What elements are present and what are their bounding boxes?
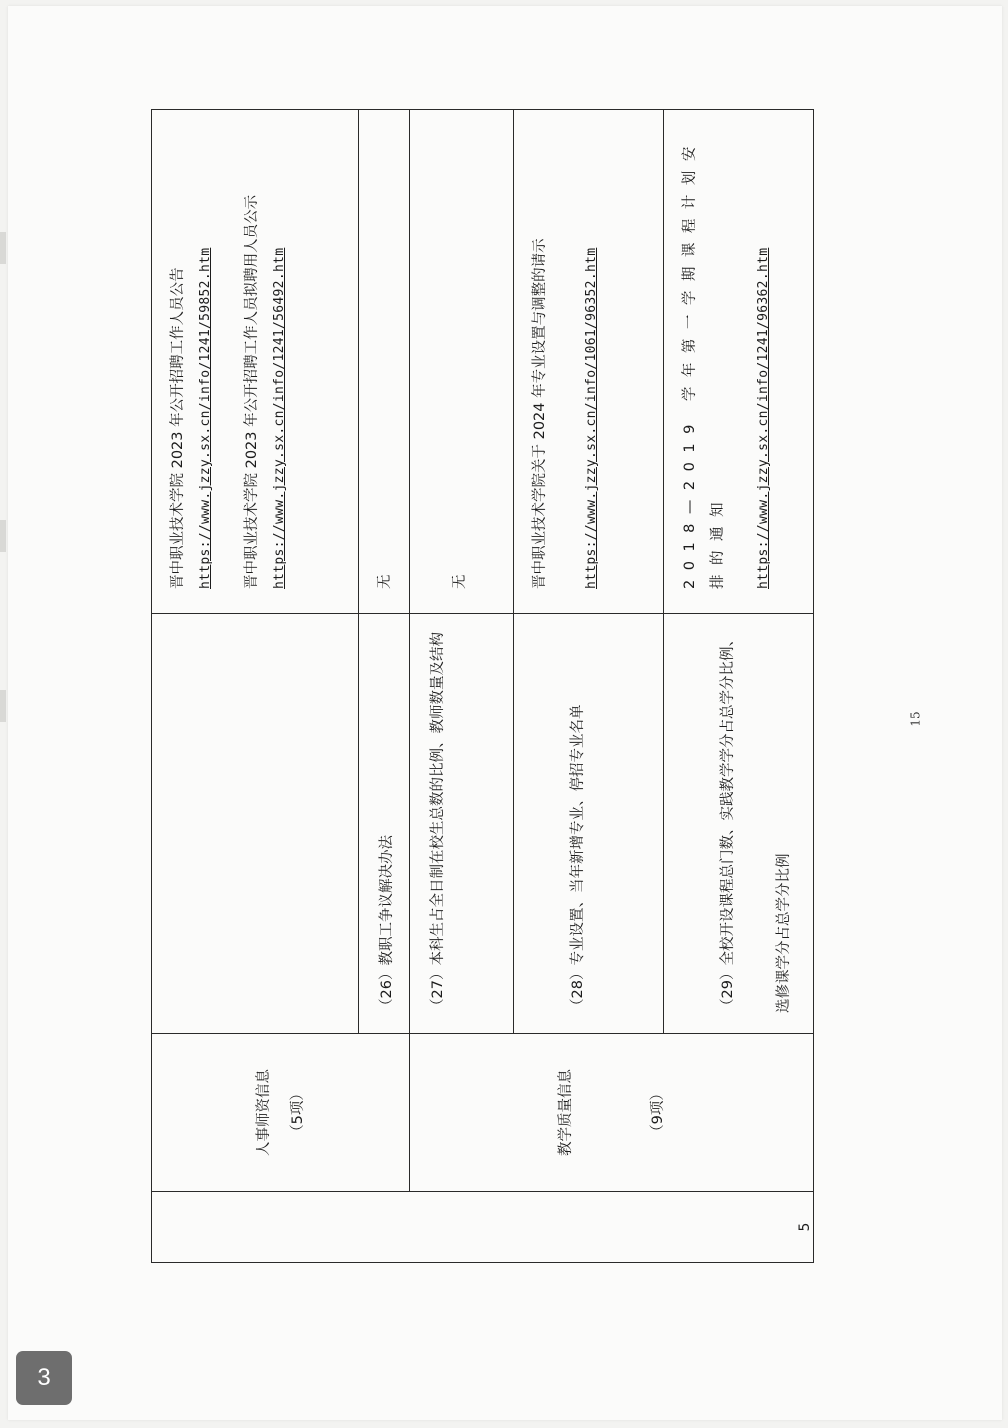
detail-cell (410, 110, 514, 614)
row-number: 5 (797, 1222, 813, 1232)
category-title: 人事师资信息 (255, 1069, 272, 1156)
item-cell (664, 614, 814, 1034)
scan-margin-mark (0, 232, 6, 264)
item-cell (359, 614, 410, 1034)
detail-entry (164, 124, 220, 589)
detail-title: 晋中职业技术学院 2023 年公开招聘工作人员拟聘用人员公示 (244, 194, 260, 589)
rotated-table-sheet (151, 137, 813, 1265)
detail-cell (664, 110, 814, 614)
detail-text: 无 (377, 574, 393, 589)
detail-link[interactable]: https://www.jzzy.sx.cn/info/1241/56492.htm (272, 247, 287, 589)
table-row (152, 110, 359, 1263)
page-index-badge[interactable]: 3 (16, 1351, 72, 1405)
disclosure-table (151, 109, 814, 1263)
detail-entry (238, 124, 294, 589)
item-cell (514, 614, 664, 1034)
item-cell (152, 614, 359, 1034)
category-cell (410, 1034, 814, 1192)
detail-link[interactable]: https://www.jzzy.sx.cn/info/1241/96362.htm (756, 247, 771, 589)
detail-cell (152, 110, 359, 614)
page-number: 15 (908, 711, 923, 727)
detail-cell (359, 110, 410, 614)
item-text: （26）教职工争议解决办法 (379, 835, 395, 1013)
detail-text: 无 (452, 574, 468, 589)
item-text: （28）专业设置、当年新增专业、停招专业名单 (570, 704, 586, 1013)
detail-title: 晋中职业技术学院 2023 年公开招聘工作人员公告 (170, 267, 186, 589)
row-number-cell (152, 1192, 814, 1263)
detail-link[interactable]: https://www.jzzy.sx.cn/info/1241/59852.htm (198, 247, 213, 589)
category-title: 教学质量信息 (557, 1069, 574, 1156)
scan-margin-mark (0, 520, 6, 552)
detail-title: 2018—2019 学年第一学期课程计划安排的通知 (682, 137, 726, 589)
detail-title: 晋中职业技术学院关于 2024 年专业设置与调整的请示 (532, 238, 548, 589)
document-page (8, 6, 1002, 1420)
category-count: （9项） (649, 1086, 666, 1139)
category-count: （5项） (289, 1086, 306, 1139)
table-row (410, 110, 514, 1263)
detail-cell (514, 110, 664, 614)
detail-link[interactable]: https://www.jzzy.sx.cn/info/1061/96352.htm (584, 247, 599, 589)
category-cell (152, 1034, 410, 1192)
scan-margin-mark (0, 690, 6, 722)
item-text: （29）全校开设课程总门数、实践教学学分占总学分比例、选修课学分占总学分比例 (720, 632, 792, 1013)
item-text: （27）本科生占全日制在校生总数的比例、教师数量及结构 (430, 632, 446, 1013)
item-cell (410, 614, 514, 1034)
